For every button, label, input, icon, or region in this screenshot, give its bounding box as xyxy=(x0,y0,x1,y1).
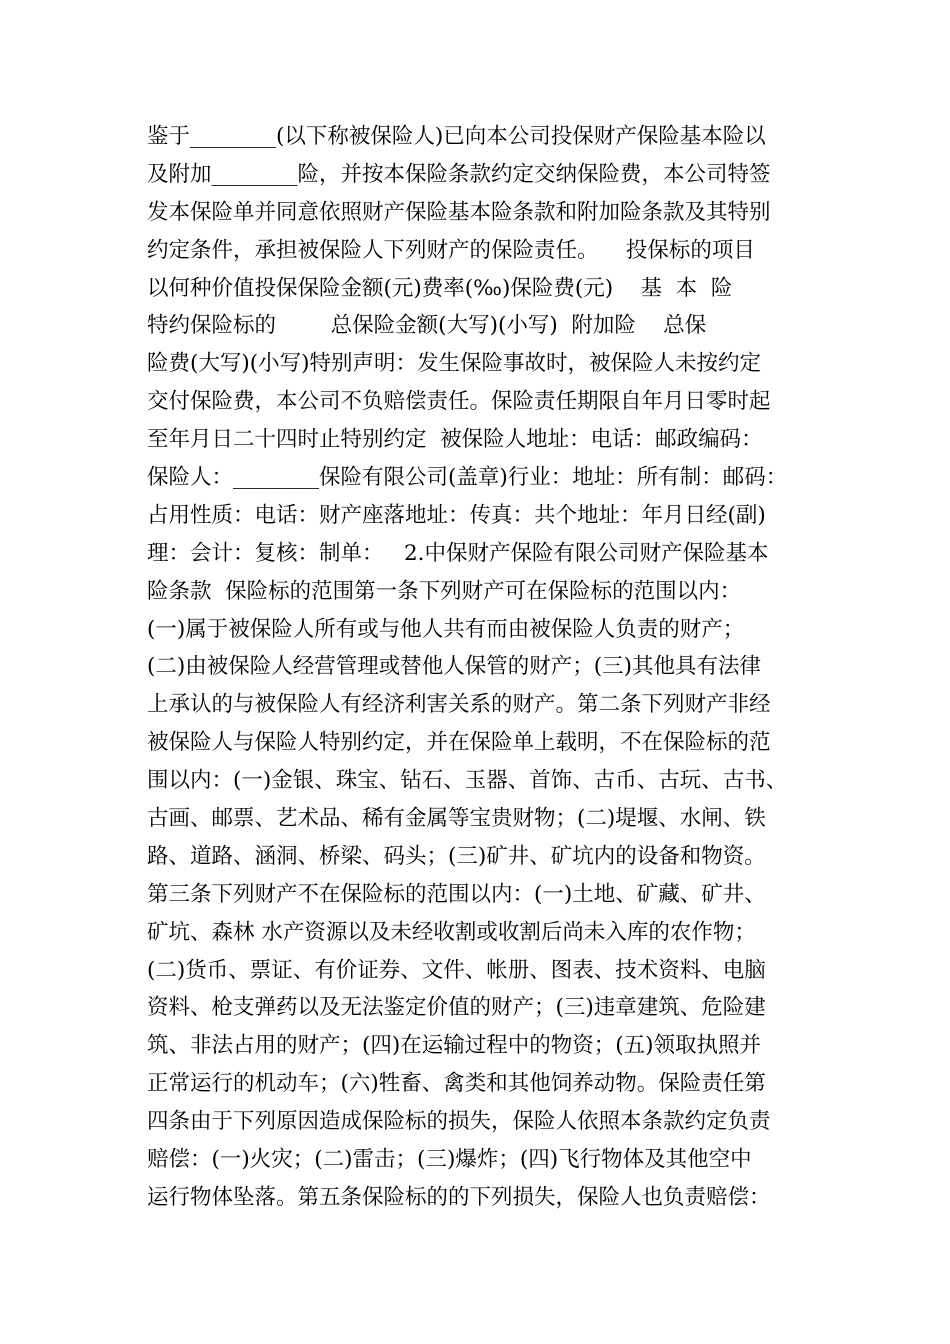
text-line: 四条由于下列原因造成保险标的损失，保险人依照本条款约定负责 xyxy=(147,1109,771,1135)
text-line: 资料、枪支弹药以及无法鉴定价值的财产；(三)违章建筑、危险建 xyxy=(147,995,766,1021)
text-line: 运行物体坠落。第五条保险标的的下列损失，保险人也负责赔偿： xyxy=(147,1184,771,1210)
text-line: (一)属于被保险人所有或与他人共有而由被保险人负责的财产； xyxy=(147,616,745,642)
text-line: 筑、非法占用的财产；(四)在运输过程中的物资；(五)领取执照并 xyxy=(147,1033,762,1059)
text-line: 及附加________险，并按本保险条款约定交纳保险费，本公司特签 xyxy=(147,161,771,187)
text-line: 古画、邮票、艺术品、稀有金属等宝贵财物；(二)堤堰、水闸、铁 xyxy=(147,806,766,832)
text-line: 矿坑、森林 水产资源以及未经收割或收割后尚未入库的农作物； xyxy=(147,919,756,945)
text-line: 至年月日二十四时止特别约定 被保险人地址：电话：邮政编码： xyxy=(147,427,763,453)
text-line: 鉴于________(以下称被保险人)已向本公司投保财产保险基本险以 xyxy=(147,124,766,149)
text-line: 以何种价值投保保险金额(元)费率(‰)保险费(元) 基 本 险 xyxy=(147,275,733,301)
text-line: 第三条下列财产不在保险标的范围以内：(一)土地、矿藏、矿井、 xyxy=(147,881,766,907)
text-line: 特约保险标的 总保险金额(大写)(小写) 附加险 总保 xyxy=(147,313,707,339)
text-line: 上承认的与被保险人有经济利害关系的财产。第二条下列财产非经 xyxy=(147,692,771,718)
text-line: 赔偿：(一)火灾；(二)雷击；(三)爆炸；(四)飞行物体及其他空中 xyxy=(147,1147,752,1173)
text-line: 占用性质：电话：财产座落地址：传真：共个地址：年月日经(副) xyxy=(147,502,766,528)
text-line: 保险人：________保险有限公司(盖章)行业：地址：所有制：邮码： xyxy=(147,465,788,491)
text-line: 围以内：(一)金银、珠宝、钻石、玉器、首饰、古币、古玩、古书、 xyxy=(147,768,788,794)
text-line: 交付保险费，本公司不负赔偿责任。保险责任期限自年月日零时起 xyxy=(147,389,771,415)
text-line: (二)由被保险人经营管理或替他人保管的财产；(三)其他具有法律 xyxy=(147,654,762,680)
text-line: 发本保险单并同意依照财产保险基本险条款和附加险条款及其特别 xyxy=(147,199,771,225)
document-body-text xyxy=(147,118,817,1217)
text-line: 路、道路、涵洞、桥梁、码头；(三)矿井、矿坑内的设备和物资。 xyxy=(147,843,766,869)
text-line: (二)货币、票证、有价证券、文件、帐册、图表、技术资料、电脑 xyxy=(147,957,766,983)
text-line: 被保险人与保险人特别约定，并在保险单上载明，不在保险标的范 xyxy=(147,730,771,756)
text-line: 险费(大写)(小写)特别声明：发生保险事故时，被保险人未按约定 xyxy=(147,351,762,377)
text-line: 理：会计：复核：制单： 2.中保财产保险有限公司财产保险基本 xyxy=(147,540,769,566)
text-line: 正常运行的机动车；(六)牲畜、禽类和其他饲养动物。保险责任第 xyxy=(147,1071,766,1097)
text-line: 险条款 保险标的范围第一条下列财产可在保险标的范围以内： xyxy=(147,578,742,604)
text-line: 约定条件，承担被保险人下列财产的保险责任。 投保标的项目 xyxy=(147,237,755,263)
